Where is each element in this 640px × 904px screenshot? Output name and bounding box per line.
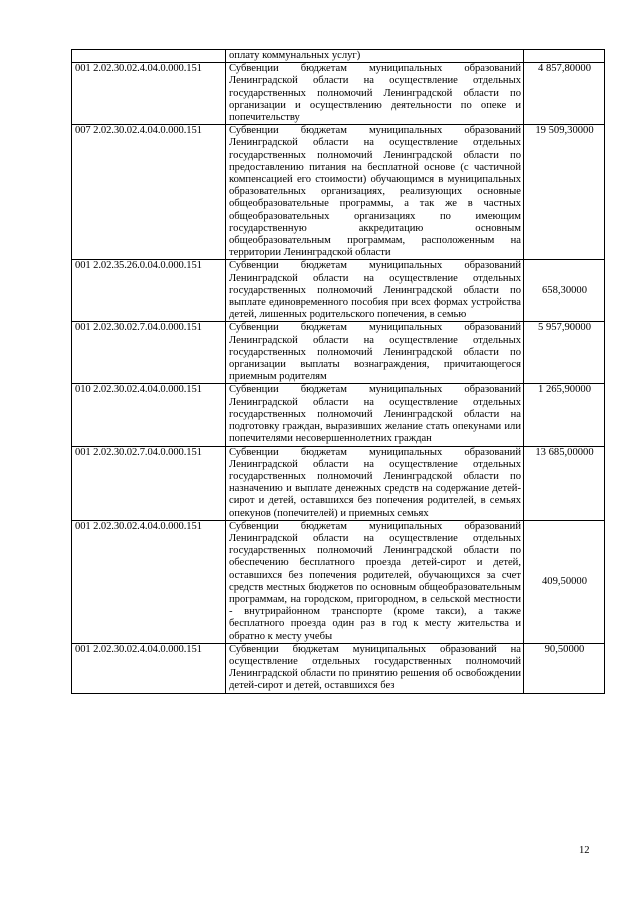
description-cell: Субвенции бюджетам муниципальных образований Ленинградской области на осуществление отдельных государственных полномочий Ленинградской области по назначению и выплате денежных средств на содержание детей-сирот и детей, оставшихся без попечения родителей, в семьях опекунов (попечителей) и приемных семьях [226, 446, 524, 520]
amount-cell: 658,30000 [524, 260, 605, 322]
budget-table [71, 49, 605, 694]
description-cell: Субвенции бюджетам муниципальных образований Ленинградской области на осуществление отдельных государственных полномочий Ленинградской области по обеспечению бесплатного проезда детей-сирот и детей, оставшихся без попечения родителей, обучающихся за счет средств местных бюджетов по основным общеобразовательным программам, на городском, пригородном, в сельской местности - внутрирайонном транспорте (кроме такси), а также бесплатного проезда один раз в год к месту жительства и обратно к месту учебы [226, 520, 524, 643]
amount-cell: 1 265,90000 [524, 384, 605, 446]
table-row [72, 125, 605, 260]
table-row [72, 384, 605, 446]
table-row [72, 50, 605, 63]
amount-cell: 13 685,00000 [524, 446, 605, 520]
description-cell: Субвенции бюджетам муниципальных образований Ленинградской области на осуществление отдельных государственных полномочий Ленинградской области на подготовку граждан, выразивших желание стать опекунами или попечителями несовершеннолетних граждан [226, 384, 524, 446]
table-row [72, 260, 605, 322]
amount-cell: 4 857,80000 [524, 63, 605, 125]
table-body [72, 50, 605, 694]
budget-code-cell: 001 2.02.30.02.7.04.0.000.151 [72, 446, 226, 520]
description-cell: Субвенции бюджетам муниципальных образований Ленинградской области на осуществление отдельных государственных полномочий Ленинградской области по предоставлению питания на бесплатной основе (с частичной компенсацией его стоимости) обучающимся в муниципальных образовательных организациях, реализующих основные общеобразовательные программы, а так же в частных общеобразовательных организациях по имеющим государственную аккредитацию основным общеобразовательным программам, расположенным на территории Ленинградской области [226, 125, 524, 260]
table-row [72, 63, 605, 125]
table-row [72, 322, 605, 384]
amount-cell: 409,50000 [524, 520, 605, 643]
description-cell: оплату коммунальных услуг) [226, 50, 524, 63]
budget-code-cell: 010 2.02.30.02.4.04.0.000.151 [72, 384, 226, 446]
table-row [72, 643, 605, 693]
description-cell: Субвенции бюджетам муниципальных образований Ленинградской области на осуществление отдельных государственных полномочий Ленинградской области по организации и осуществлению деятельности по опеке и попечительству [226, 63, 524, 125]
budget-code-cell: 007 2.02.30.02.4.04.0.000.151 [72, 125, 226, 260]
budget-code-cell: 001 2.02.30.02.7.04.0.000.151 [72, 322, 226, 384]
budget-code-cell: 001 2.02.30.02.4.04.0.000.151 [72, 643, 226, 693]
budget-code-cell: 001 2.02.35.26.0.04.0.000.151 [72, 260, 226, 322]
table-row [72, 520, 605, 643]
budget-code-cell: 001 2.02.30.02.4.04.0.000.151 [72, 520, 226, 643]
budget-code-cell [72, 50, 226, 63]
budget-code-cell: 001 2.02.30.02.4.04.0.000.151 [72, 63, 226, 125]
description-cell: Субвенции бюджетам муниципальных образований на осуществление отдельных государственных полномочий Ленинградской области по принятию решения об освобождении детей-сирот и детей, оставшихся без [226, 643, 524, 693]
amount-cell [524, 50, 605, 63]
amount-cell: 5 957,90000 [524, 322, 605, 384]
description-cell: Субвенции бюджетам муниципальных образований Ленинградской области на осуществление отдельных государственных полномочий Ленинградской области по выплате единовременного пособия при всех формах устройства детей, лишенных родительского попечения, в семью [226, 260, 524, 322]
page-number: 12 [579, 845, 590, 856]
description-cell: Субвенции бюджетам муниципальных образований Ленинградской области на осуществление отдельных государственных полномочий Ленинградской области по организации выплаты вознаграждения, причитающегося приемным родителям [226, 322, 524, 384]
amount-cell: 19 509,30000 [524, 125, 605, 260]
amount-cell: 90,50000 [524, 643, 605, 693]
table-row [72, 446, 605, 520]
